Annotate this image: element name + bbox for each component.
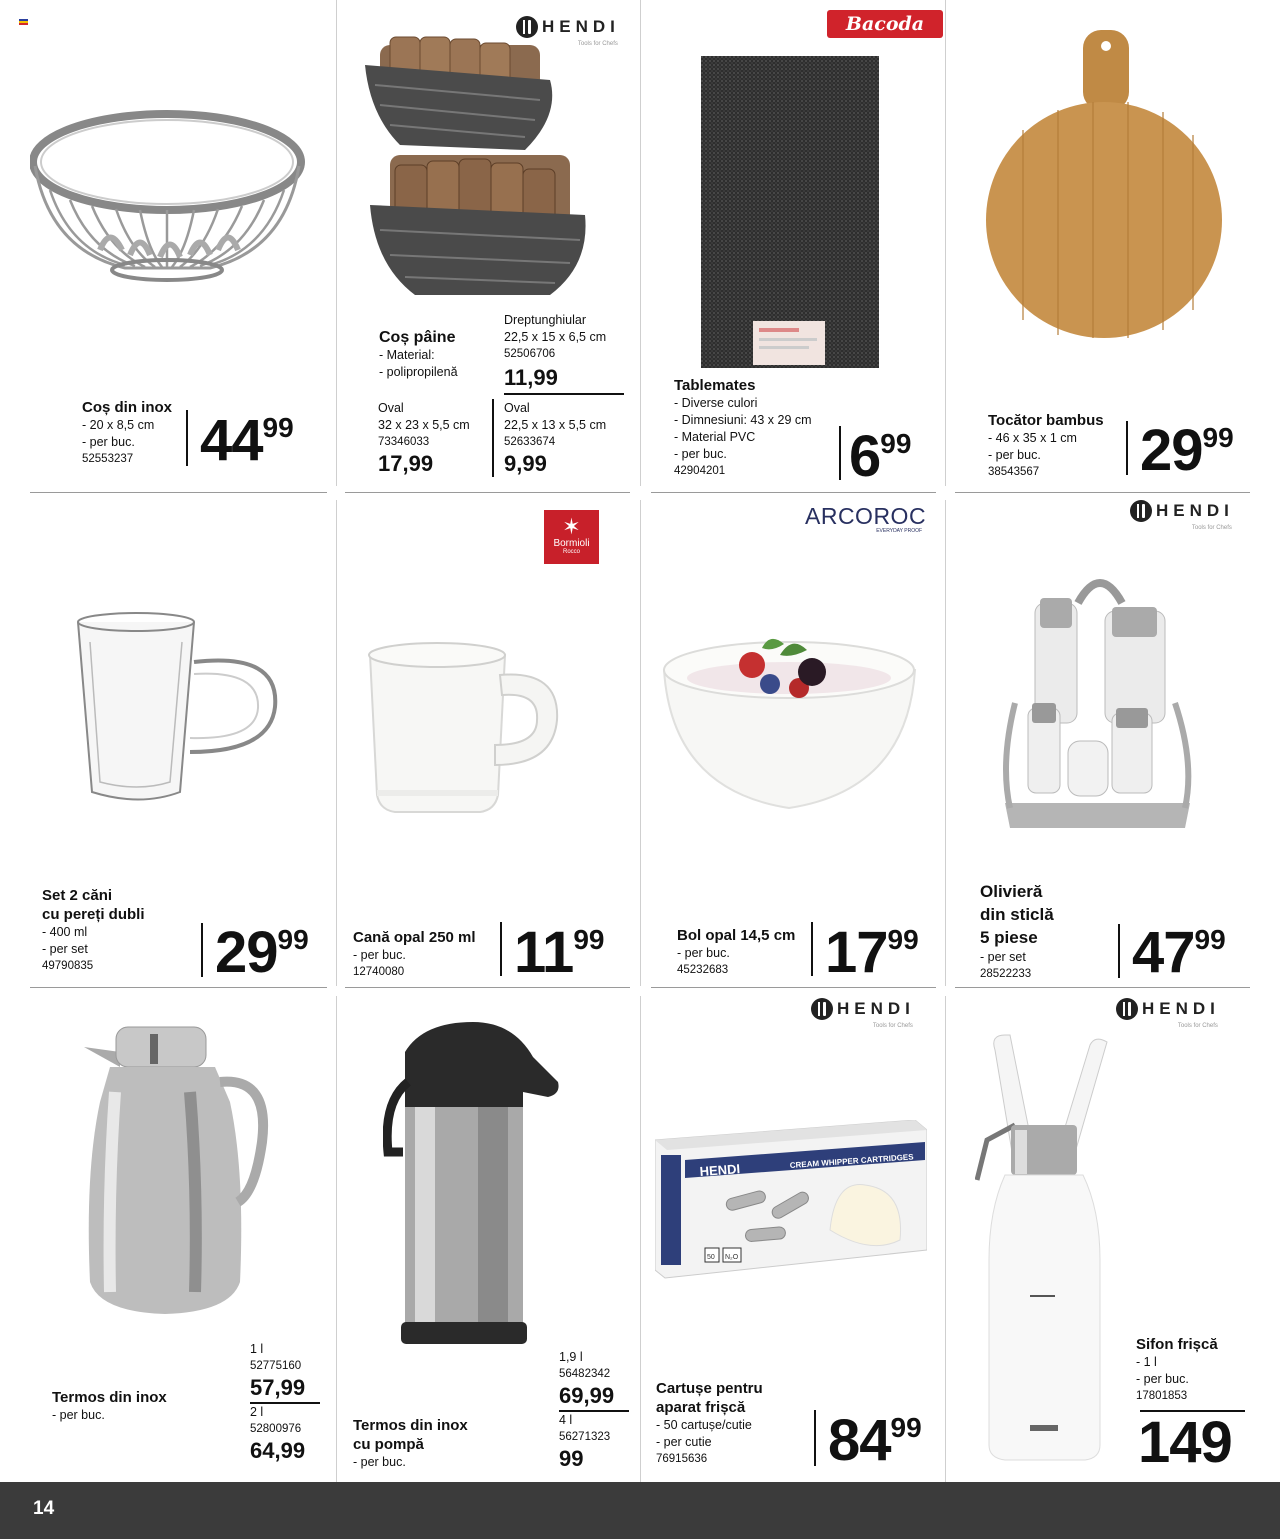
product-name: Cană opal 250 ml [353, 929, 476, 946]
divider [345, 492, 630, 493]
divider [640, 996, 641, 1482]
price [849, 424, 912, 489]
variant-code: 73346033 [378, 436, 430, 448]
product-name: 5 piese [980, 928, 1038, 947]
variant-code: 52506706 [504, 348, 556, 360]
price-main: 29 [1140, 418, 1203, 483]
product-code: 76915636 [656, 1453, 708, 1465]
bacoda-logo: Bacoda [827, 10, 943, 38]
product-detail: - Material: [379, 348, 435, 362]
divider [651, 987, 936, 988]
variant-code: 52800976 [250, 1423, 302, 1435]
price [1138, 1410, 1232, 1475]
price-main: 47 [1132, 920, 1195, 985]
price-main: 29 [215, 920, 278, 985]
product-name: Cartușe pentru [656, 1380, 763, 1397]
product-code: 12740080 [353, 966, 405, 978]
hendi-logo: HENDI Tools for Chefs [1116, 998, 1220, 1020]
price-divider [186, 410, 188, 466]
price-divider [1118, 924, 1120, 978]
divider [945, 996, 946, 1482]
price-divider [811, 922, 813, 976]
wire-basket-image [30, 100, 305, 285]
variant-price: 57,99 [250, 1375, 306, 1400]
box-gas-text: N₂O [725, 1254, 739, 1261]
price [825, 920, 919, 985]
product-name: Coș din inox [82, 399, 172, 416]
arcoroc-logo: ARCOROC EVERYDAY PROOF [805, 503, 927, 534]
variant-code: 52633674 [504, 436, 556, 448]
product-name: Tocător bambus [988, 412, 1104, 429]
divider [945, 0, 946, 486]
price [1132, 920, 1226, 985]
price-main: 84 [828, 1408, 891, 1473]
product-code: 52553237 [82, 453, 134, 465]
opal-mug-image [365, 640, 565, 830]
price [200, 408, 294, 473]
variant-price: 11,99 [504, 365, 558, 390]
variant-price: 69,99 [559, 1383, 615, 1408]
page-footer [0, 1482, 1280, 1539]
price-divider [201, 923, 203, 977]
fork-knife-icon [1116, 998, 1138, 1020]
product-detail: - 400 ml [42, 925, 88, 939]
product-detail: - polipropilenă [379, 365, 458, 379]
divider [336, 996, 337, 1482]
divider [336, 0, 337, 486]
pump-thermos-image [383, 1022, 563, 1347]
product-detail: - Material PVC [674, 430, 756, 444]
price-cents: 99 [880, 428, 912, 459]
product-name: Olivieră [980, 882, 1043, 901]
price-main: 44 [200, 408, 263, 473]
price-cents: 99 [1194, 924, 1226, 955]
variant-size: 2 l [250, 1405, 264, 1419]
price-divider [492, 399, 494, 477]
price-cents: 99 [887, 924, 919, 955]
cartridge-box-image [655, 1120, 927, 1280]
price-divider [814, 1410, 816, 1466]
price-divider [1126, 421, 1128, 475]
divider [30, 492, 327, 493]
product-name: Set 2 căni [42, 887, 113, 904]
hendi-logo: HENDI Tools for Chefs [516, 16, 620, 38]
product-detail: - per buc. [52, 1408, 105, 1422]
product-code: 45232683 [677, 964, 729, 976]
variant-price: 17,99 [378, 451, 434, 476]
variant-size: 32 x 23 x 5,5 cm [378, 418, 470, 432]
product-name: Bol opal 14,5 cm [677, 927, 796, 944]
price-cents: 99 [262, 412, 294, 443]
product-name: din sticlă [980, 905, 1054, 924]
product-detail: - per set [42, 942, 88, 956]
price [1140, 418, 1234, 483]
divider [345, 987, 630, 988]
price [828, 1408, 922, 1473]
variant-price: 64,99 [250, 1438, 306, 1463]
product-name: cu pereți dubli [42, 906, 145, 923]
product-detail: - Dimnesiuni: 43 x 29 cm [674, 413, 812, 427]
variant-code: 56271323 [559, 1431, 611, 1443]
divider [30, 987, 327, 988]
bread-basket-image [360, 25, 595, 305]
cruet-set-image [1000, 563, 1200, 838]
price-cents: 99 [1202, 422, 1234, 453]
divider [955, 492, 1250, 493]
product-detail: - per buc. [353, 948, 406, 962]
thermos-jug-image [80, 1022, 270, 1317]
divider [640, 0, 641, 486]
price-cents: 99 [277, 924, 309, 955]
product-name: aparat frișcă [656, 1399, 746, 1416]
price-main: 17 [825, 920, 888, 985]
product-detail: - per buc. [82, 435, 135, 449]
hendi-logo: HENDI Tools for Chefs [1130, 500, 1234, 522]
price-cents: 99 [890, 1412, 922, 1443]
product-detail: - per buc. [988, 448, 1041, 462]
flag-icon [19, 19, 28, 25]
hendi-logo: HENDI Tools for Chefs [811, 998, 915, 1020]
product-code: 38543567 [988, 466, 1040, 478]
variant-size: 4 l [559, 1413, 573, 1427]
product-detail: - 1 l [1136, 1355, 1157, 1369]
variant-size: 1,9 l [559, 1350, 583, 1364]
box-brand-text: HENDI [699, 1161, 741, 1179]
whipper-siphon-image [975, 1030, 1115, 1462]
box-title-text: CREAM WHIPPER CARTRIDGES [789, 1152, 914, 1170]
product-detail: - per buc. [1136, 1372, 1189, 1386]
variant-price: 9,99 [504, 451, 547, 476]
cutting-board-image [983, 30, 1223, 350]
product-detail: - 20 x 8,5 cm [82, 418, 155, 432]
variant-size: 22,5 x 15 x 6,5 cm [504, 330, 607, 344]
star-icon: ✶ [562, 514, 581, 539]
divider [945, 500, 946, 986]
product-detail: - per buc. [674, 447, 727, 461]
product-detail: - 46 x 35 x 1 cm [988, 431, 1077, 445]
price-underline [504, 393, 624, 395]
product-name: Tablemates [674, 377, 756, 394]
price-main: 149 [1138, 1410, 1232, 1475]
product-name: Coș pâine [379, 329, 456, 346]
double-wall-mug-image [70, 612, 282, 807]
product-name: Termos din inox [52, 1389, 167, 1406]
product-detail: - per set [980, 950, 1026, 964]
product-name: cu pompă [353, 1436, 424, 1453]
product-detail: - per buc. [677, 946, 730, 960]
variant-label: Oval [378, 401, 404, 415]
product-detail: - per buc. [353, 1455, 406, 1469]
product-detail: - 50 cartușe/cutie [656, 1418, 752, 1432]
price-main: 6 [849, 424, 881, 489]
product-detail: - per cutie [656, 1435, 712, 1449]
product-name: Termos din inox [353, 1417, 468, 1434]
product-code: 28522233 [980, 968, 1032, 980]
placemat-image [701, 56, 879, 368]
bormioli-logo: ✶ Bormioli Rocco [544, 510, 599, 564]
product-name: Sifon frișcă [1136, 1336, 1218, 1353]
divider [955, 987, 1250, 988]
box-qty-text: 50 [707, 1254, 715, 1261]
product-code: 17801853 [1136, 1390, 1188, 1402]
fork-knife-icon [811, 998, 833, 1020]
opal-bowl-image [662, 630, 917, 815]
variant-code: 52775160 [250, 1360, 302, 1372]
page-number: 14 [33, 1498, 55, 1519]
product-detail: - Diverse culori [674, 396, 758, 410]
product-code: 49790835 [42, 960, 94, 972]
price-main: 11 [514, 920, 574, 985]
divider [651, 492, 936, 493]
product-code: 42904201 [674, 465, 726, 477]
price-cents: 99 [573, 924, 605, 955]
price-divider [500, 922, 502, 976]
variant-label: Dreptunghiular [504, 313, 586, 327]
variant-size: 1 l [250, 1342, 264, 1356]
variant-label: Oval [504, 401, 530, 415]
variant-price: 99 [559, 1446, 584, 1471]
price [215, 920, 309, 985]
divider [336, 500, 337, 986]
price [514, 920, 605, 985]
price-divider [839, 426, 841, 480]
fork-knife-icon [1130, 500, 1152, 522]
variant-code: 56482342 [559, 1368, 611, 1380]
variant-size: 22,5 x 13 x 5,5 cm [504, 418, 607, 432]
divider [640, 500, 641, 986]
